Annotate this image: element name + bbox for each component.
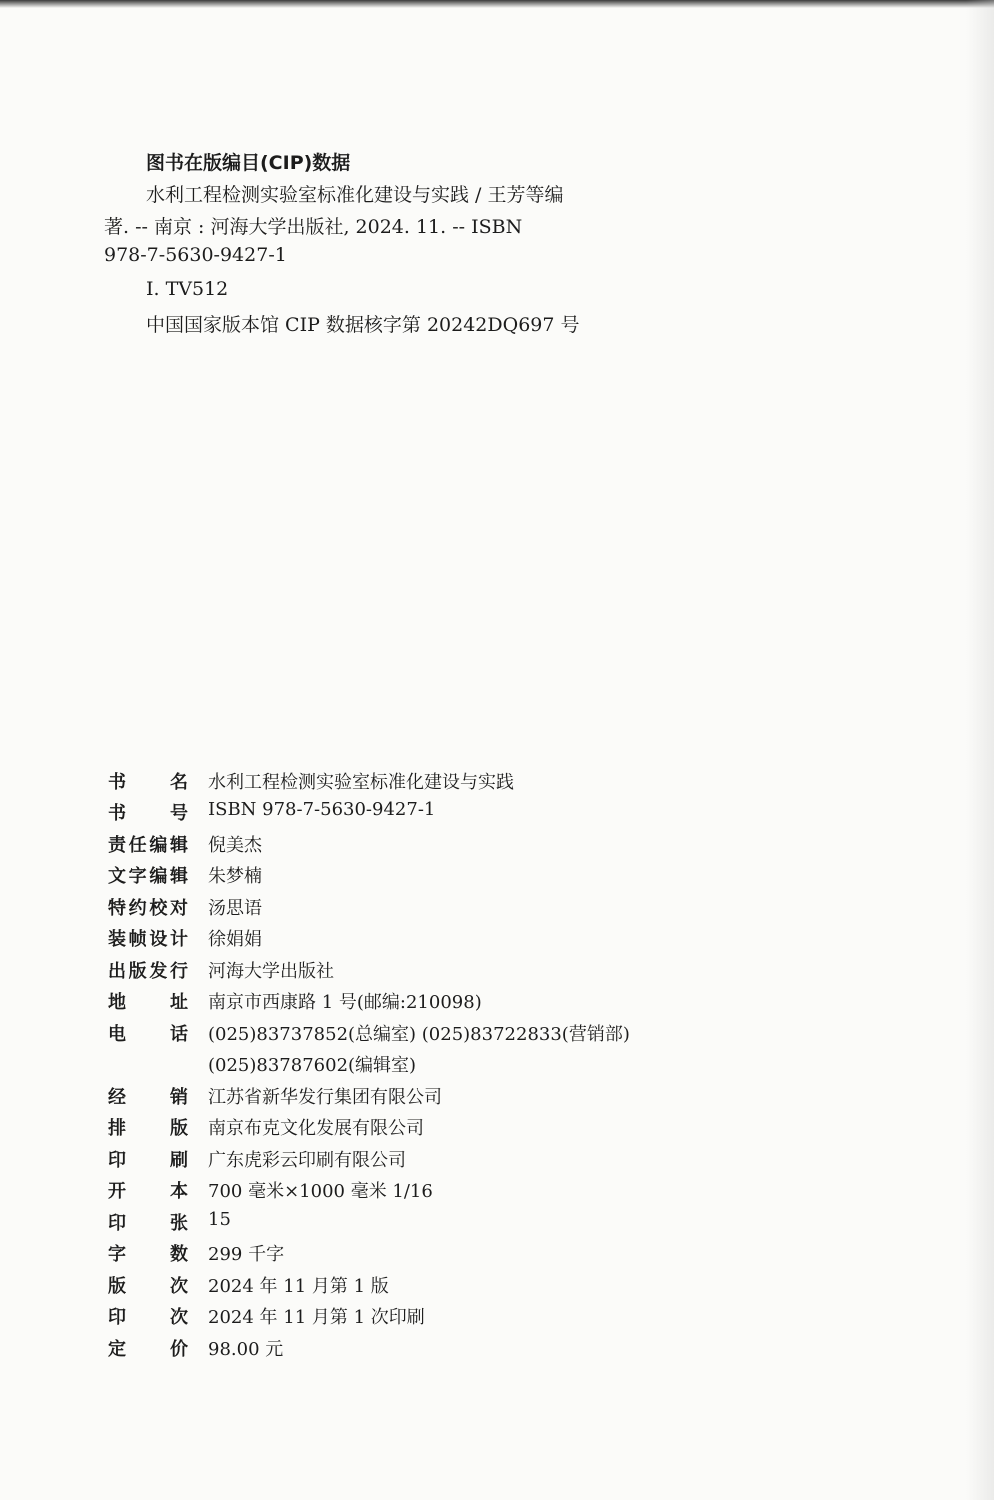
info-label: 印次 xyxy=(108,1307,188,1328)
info-value: 徐娟娟 xyxy=(208,929,262,950)
scan-edge-right xyxy=(966,0,994,1500)
info-row-title xyxy=(108,768,668,796)
info-value: ISBN 978-7-5630-9427-1 xyxy=(208,799,436,820)
info-label: 经销 xyxy=(108,1087,188,1108)
info-label: 文字编辑 xyxy=(108,866,188,887)
info-value: 299 千字 xyxy=(208,1244,285,1265)
cip-classification: Ⅰ. TV512 xyxy=(146,278,229,300)
info-label: 开本 xyxy=(108,1181,188,1202)
cip-line: 978-7-5630-9427-1 xyxy=(104,244,287,266)
scan-edge-top xyxy=(0,0,994,8)
info-value: 江苏省新华发行集团有限公司 xyxy=(208,1087,442,1108)
info-row-word-count xyxy=(108,1240,668,1268)
info-value: 15 xyxy=(208,1209,231,1230)
info-row-publisher xyxy=(108,957,668,985)
info-row-printer xyxy=(108,1146,668,1174)
info-value: 汤思语 xyxy=(208,898,262,919)
info-label: 装帧设计 xyxy=(108,929,188,950)
info-label: 责任编辑 xyxy=(108,835,188,856)
info-row-editor xyxy=(108,831,668,859)
info-value: 700 毫米×1000 毫米 1/16 xyxy=(208,1181,433,1202)
info-value: 2024 年 11 月第 1 次印刷 xyxy=(208,1307,425,1328)
info-row-address xyxy=(108,988,668,1016)
info-label: 地址 xyxy=(108,992,188,1013)
cip-record-number: 中国国家版本馆 CIP 数据核字第 20242DQ697 号 xyxy=(146,314,580,336)
info-label: 印刷 xyxy=(108,1150,188,1171)
info-value: (025)83737852(总编室) (025)83722833(营销部) xyxy=(208,1024,630,1045)
info-row-edition xyxy=(108,1272,668,1300)
info-label: 印张 xyxy=(108,1213,188,1234)
info-value: 河海大学出版社 xyxy=(208,961,334,982)
info-label: 排版 xyxy=(108,1118,188,1139)
info-label: 书号 xyxy=(108,803,188,824)
info-row-designer xyxy=(108,925,668,953)
info-value: (025)83787602(编辑室) xyxy=(208,1055,417,1076)
info-row-proofreader xyxy=(108,894,668,922)
info-row-format xyxy=(108,1177,668,1205)
info-row-phone xyxy=(108,1020,668,1048)
cip-line: 著. -- 南京 : 河海大学出版社, 2024. 11. -- ISBN xyxy=(104,216,523,238)
info-value: 南京布克文化发展有限公司 xyxy=(208,1118,424,1139)
info-value: 朱梦楠 xyxy=(208,866,262,887)
cip-title: 图书在版编目(CIP)数据 xyxy=(146,152,351,174)
info-label: 定价 xyxy=(108,1339,188,1360)
info-value: 98.00 元 xyxy=(208,1339,284,1360)
info-row-printing xyxy=(108,1303,668,1331)
info-row-typesetting xyxy=(108,1114,668,1142)
info-value: 水利工程检测实验室标准化建设与实践 xyxy=(208,772,514,793)
info-label: 书名 xyxy=(108,772,188,793)
info-row-price xyxy=(108,1335,668,1363)
info-label: 字数 xyxy=(108,1244,188,1265)
info-row-phone-continued xyxy=(108,1051,668,1079)
info-value: 倪美杰 xyxy=(208,835,262,856)
info-row-sheets xyxy=(108,1209,668,1237)
info-value: 广东虎彩云印刷有限公司 xyxy=(208,1150,406,1171)
info-row-distributor xyxy=(108,1083,668,1111)
info-row-isbn xyxy=(108,799,668,827)
info-label: 出版发行 xyxy=(108,961,188,982)
info-label: 特约校对 xyxy=(108,898,188,919)
cip-line: 水利工程检测实验室标准化建设与实践 / 王芳等编 xyxy=(146,184,564,206)
info-label: 版次 xyxy=(108,1276,188,1297)
info-value: 南京市西康路 1 号(邮编:210098) xyxy=(208,992,482,1013)
info-row-text-editor xyxy=(108,862,668,890)
info-value: 2024 年 11 月第 1 版 xyxy=(208,1276,389,1297)
info-label: 电话 xyxy=(108,1024,188,1045)
